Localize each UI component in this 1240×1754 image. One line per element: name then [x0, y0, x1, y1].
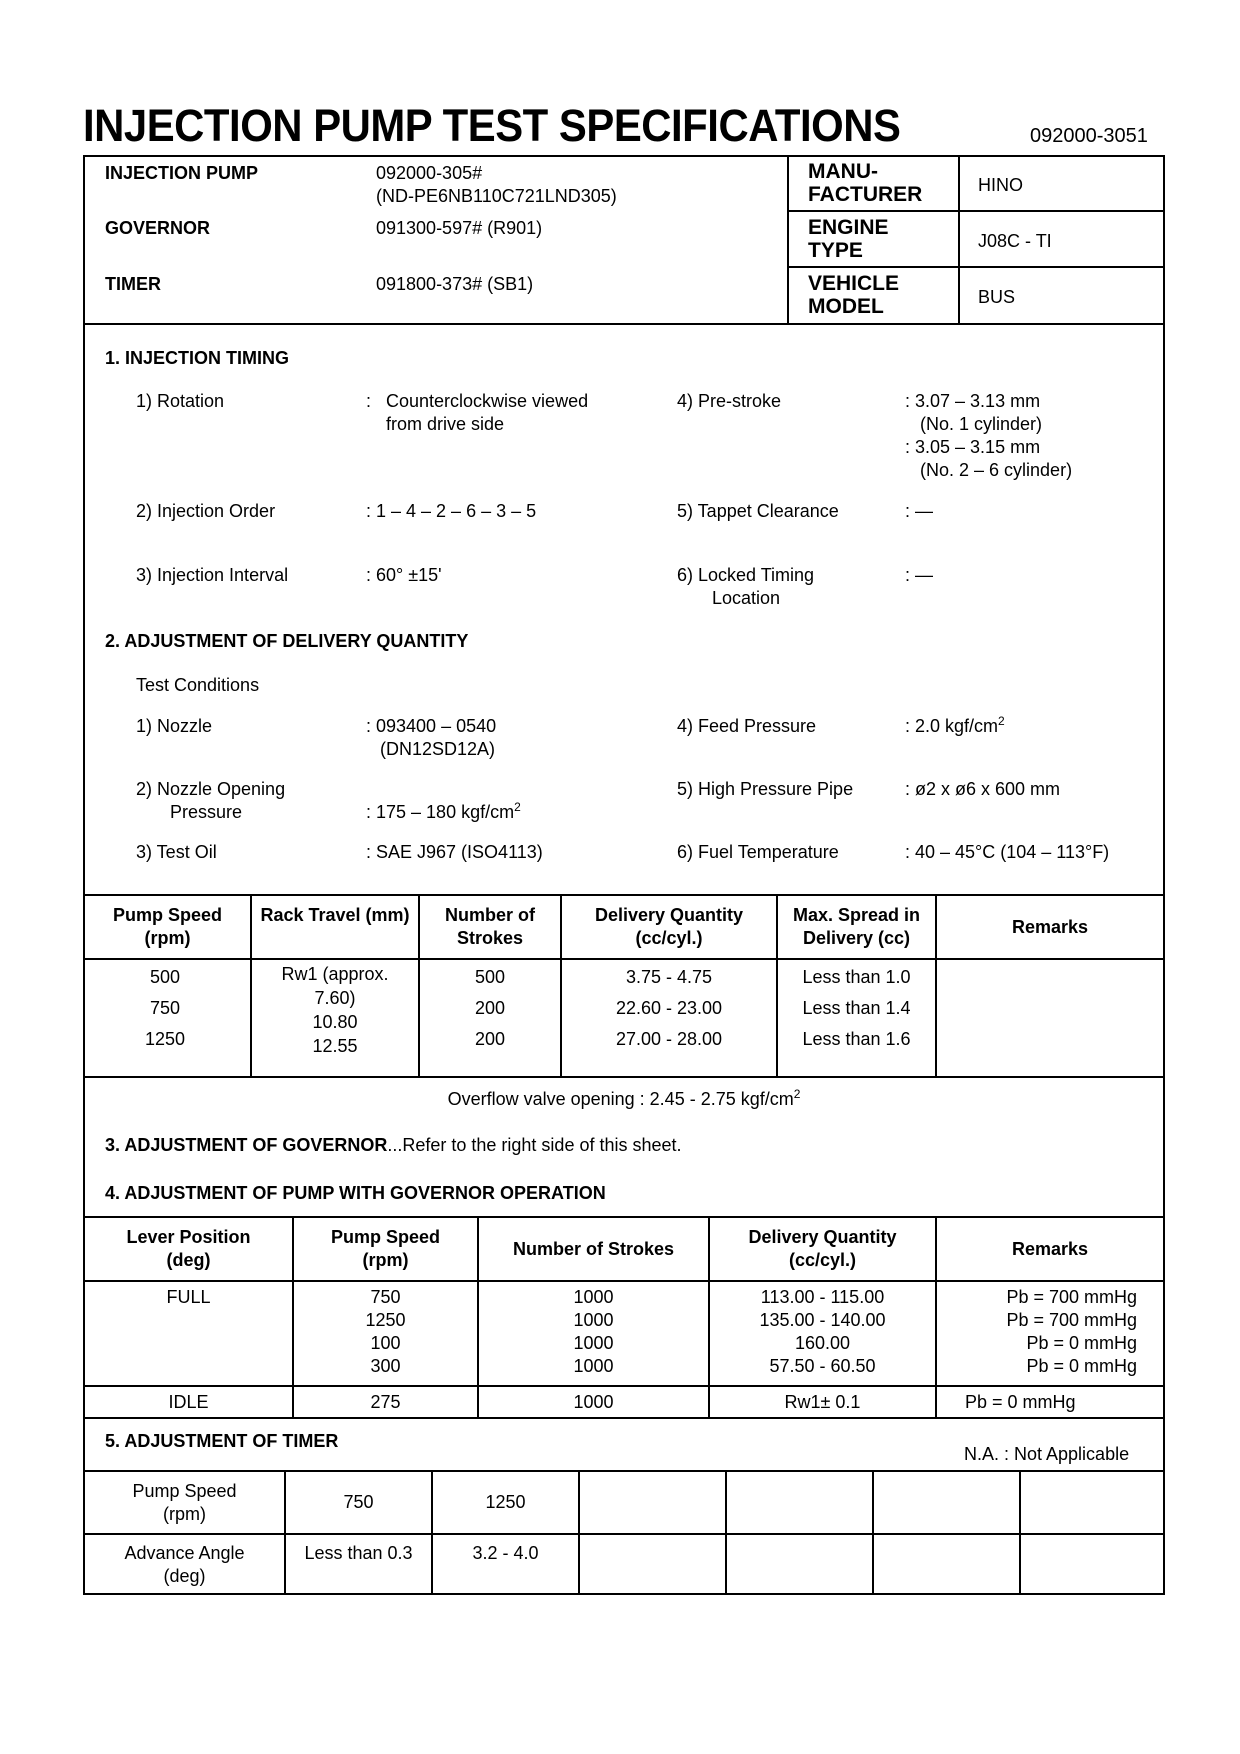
spec-sheet-frame: [83, 155, 1165, 1595]
engine-type-value: J08C - TI: [978, 231, 1052, 251]
high-pressure-pipe-label: 5) High Pressure Pipe: [677, 779, 854, 799]
divider: [787, 266, 1165, 268]
table-cell: 1000: [573, 1356, 614, 1376]
injection-interval-value: : 60° ±15': [366, 565, 442, 585]
table-column-full-strokes: [479, 1286, 708, 1378]
injection-order-label: 2) Injection Order: [136, 501, 276, 521]
divider: [958, 155, 960, 324]
pre-stroke-label: 4) Pre-stroke: [677, 391, 782, 411]
manufacturer-label: MANU-: [808, 160, 878, 183]
table-column-full-remarks: [937, 1286, 1137, 1378]
table-cell: Less than 1.0: [802, 967, 911, 987]
table-cell: Pb = 0 mmHg: [1026, 1356, 1137, 1376]
table-cell: 1000: [573, 1333, 614, 1353]
injection-pump-label: INJECTION PUMP: [105, 163, 259, 183]
table-cell: 3.75 - 4.75: [625, 967, 713, 987]
table-cell: 7.60): [314, 988, 356, 1008]
table-cell: 750: [149, 998, 181, 1018]
section-5-heading: 5. ADJUSTMENT OF TIMER: [105, 1431, 339, 1451]
section-1-heading: 1. INJECTION TIMING: [105, 348, 290, 368]
table-cell: 1250: [365, 1310, 406, 1330]
divider: [83, 1417, 1165, 1419]
divider: [83, 1076, 1165, 1078]
locked-timing-value: : —: [905, 565, 934, 585]
table-cell: Rw1 (approx.: [281, 964, 389, 984]
feed-pressure-value: : 2.0 kgf/$cm^2$: [905, 714, 1005, 736]
injection-interval-label: 3) Injection Interval: [136, 565, 289, 585]
tappet-clearance-value: : —: [905, 501, 934, 521]
divider: [872, 1470, 874, 1595]
divider: [83, 958, 1165, 960]
table-header-pump-speed: Pump Speed (rpm): [112, 905, 223, 948]
vehicle-model-label: VEHICLE: [808, 272, 900, 295]
pre-stroke-note-2: (No. 2 – 6 cylinder): [920, 460, 1073, 480]
table-cell: Less than 1.4: [802, 998, 911, 1018]
table-header-strokes: Number of Strokes: [512, 1238, 675, 1259]
divider: [1019, 1470, 1021, 1595]
table-cell: 10.80: [312, 1012, 358, 1032]
nozzle-opening-value: : 175 – 180 kgf/$cm^2$: [366, 800, 521, 822]
nozzle-opening-label: 2) Nozzle Opening: [136, 779, 286, 799]
timer-angle-cell: 3.2 - 4.0: [472, 1542, 539, 1563]
table-column-rack-travel: [252, 962, 418, 1058]
test-oil-value: : SAE J967 (ISO4113): [366, 842, 543, 862]
table-cell-idle-delivery: Rw1± 0.1: [784, 1391, 861, 1412]
not-applicable-note: N.A. : Not Applicable: [964, 1444, 1130, 1464]
nozzle-opening-label-2: Pressure: [170, 802, 243, 822]
locked-timing-label-2: Location: [712, 588, 781, 608]
timer-angle-cell: Less than 0.3: [304, 1542, 413, 1563]
section-2-heading: 2. ADJUSTMENT OF DELIVERY QUANTITY: [105, 631, 469, 651]
rotation-colon: :: [366, 391, 372, 411]
table-cell: 500: [474, 967, 506, 987]
table-cell: Pb = 700 mmHg: [1006, 1287, 1137, 1307]
governor-value: 091300-597# (R901): [376, 218, 543, 238]
table-header-strokes: Number of Strokes: [445, 905, 535, 948]
pre-stroke-note: (No. 1 cylinder): [920, 414, 1043, 434]
injection-pump-value: 092000-305#: [376, 163, 483, 183]
divider: [83, 323, 1165, 325]
injection-order-value: : 1 – 4 – 2 – 6 – 3 – 5: [366, 501, 537, 521]
table-cell: 27.00 - 28.00: [615, 1029, 723, 1049]
page-title: INJECTION PUMP TEST SPECIFICATIONS: [83, 100, 901, 151]
rotation-value-2: from drive side: [386, 414, 505, 434]
pre-stroke-value-2: : 3.05 – 3.15 mm: [905, 437, 1041, 457]
timer-speed-cell: 750: [343, 1492, 374, 1512]
injection-pump-model: (ND-PE6NB110C721LND305): [376, 186, 617, 206]
table-cell: 200: [474, 998, 506, 1018]
timer-speed-cell: 1250: [485, 1492, 526, 1512]
engine-type-label: ENGINE: [808, 216, 889, 239]
table-cell: 1000: [573, 1287, 614, 1307]
table-header-delivery: Delivery Quantity (cc/cyl.): [594, 905, 744, 948]
divider: [83, 1280, 1165, 1282]
divider: [787, 210, 1165, 212]
table-cell-idle-speed: 275: [370, 1391, 401, 1412]
table-header-rack-travel: Rack Travel (mm): [260, 905, 410, 925]
table-header-lever-position: Lever Position (deg): [126, 1227, 251, 1270]
table-cell: 57.50 - 60.50: [769, 1356, 876, 1376]
table-column-full-speed: [294, 1286, 477, 1378]
table-cell-idle-strokes: 1000: [573, 1391, 614, 1412]
table-cell: 135.00 - 140.00: [759, 1310, 886, 1330]
manufacturer-value: HINO: [978, 175, 1023, 195]
fuel-temperature-label: 6) Fuel Temperature: [677, 842, 839, 862]
rotation-value: Counterclockwise viewed: [386, 391, 589, 411]
vehicle-model-label-2: MODEL: [808, 295, 884, 318]
governor-label: GOVERNOR: [105, 218, 211, 238]
test-conditions-label: Test Conditions: [136, 675, 260, 695]
vehicle-model-value: BUS: [978, 287, 1016, 307]
test-oil-label: 3) Test Oil: [136, 842, 217, 862]
table-cell: Less than 1.6: [802, 1029, 911, 1049]
table-column-delivery: [562, 962, 776, 1055]
section-3-heading: 3. ADJUSTMENT OF GOVERNOR...Refer to the right side of this sheet.: [105, 1135, 682, 1155]
timer-pump-speed-label: Pump Speed (rpm): [132, 1480, 237, 1524]
table-header-pump-speed: Pump Speed (rpm): [330, 1227, 441, 1270]
table-cell: 200: [474, 1029, 506, 1049]
feed-pressure-label: 4) Feed Pressure: [677, 716, 817, 736]
table-cell-idle-remarks: Pb = 0 mmHg: [965, 1391, 1076, 1412]
table-header-remarks: Remarks: [1011, 1238, 1089, 1259]
overflow-valve-note: Overflow valve opening : 2.45 - 2.75 kgf/$cm^2$: [447, 1087, 801, 1109]
table-cell: Pb = 0 mmHg: [1026, 1333, 1137, 1353]
table-cell: 300: [370, 1356, 401, 1376]
table-cell: 22.60 - 23.00: [615, 998, 723, 1018]
locked-timing-label: 6) Locked Timing: [677, 565, 815, 585]
document-number: 092000-3051: [1030, 125, 1148, 147]
manufacturer-label-2: FACTURER: [808, 183, 923, 206]
engine-type-label-2: TYPE: [808, 239, 863, 262]
table-cell: 113.00 - 115.00: [760, 1287, 885, 1307]
table-header-remarks: Remarks: [1011, 916, 1089, 937]
table-header-max-spread: Max. Spread in Delivery (cc): [792, 905, 921, 948]
table-cell: 750: [370, 1287, 401, 1307]
table-cell-idle: IDLE: [168, 1391, 209, 1412]
nozzle-label: 1) Nozzle: [136, 716, 213, 736]
table-cell: 1000: [573, 1310, 614, 1330]
table-column-pump-speed: [85, 962, 245, 1055]
timer-advance-angle-label: Advance Angle (deg): [124, 1543, 245, 1586]
divider: [787, 155, 789, 324]
table-header-delivery: Delivery Quantity (cc/cyl.): [748, 1227, 897, 1270]
timer-value: 091800-373# (SB1): [376, 274, 534, 294]
divider: [725, 1470, 727, 1595]
table-cell: 160.00: [794, 1333, 851, 1353]
table-column-strokes: [420, 962, 560, 1055]
table-cell: 12.55: [312, 1036, 358, 1056]
table-cell: 1250: [144, 1029, 186, 1049]
tappet-clearance-label: 5) Tappet Clearance: [677, 501, 839, 521]
timer-label: TIMER: [105, 274, 161, 294]
table-cell: 500: [149, 967, 181, 987]
table-column-full-delivery: [710, 1286, 935, 1378]
table-cell: 100: [370, 1333, 401, 1353]
fuel-temperature-value: : 40 – 45°C (104 – 113°F): [905, 842, 1110, 862]
pre-stroke-value: : 3.07 – 3.13 mm: [905, 391, 1041, 411]
section-4-heading: 4. ADJUSTMENT OF PUMP WITH GOVERNOR OPERATION: [105, 1183, 606, 1203]
nozzle-value: : 093400 – 0540: [366, 716, 497, 736]
table-cell: Pb = 700 mmHg: [1006, 1310, 1137, 1330]
nozzle-model: (DN12SD12A): [380, 739, 496, 759]
divider: [578, 1470, 580, 1595]
table-cell-full: FULL: [166, 1287, 211, 1307]
table-column-max-spread: [778, 962, 935, 1055]
high-pressure-pipe-value: : ø2 x ø6 x 600 mm: [905, 779, 1061, 799]
rotation-label: 1) Rotation: [136, 391, 225, 411]
